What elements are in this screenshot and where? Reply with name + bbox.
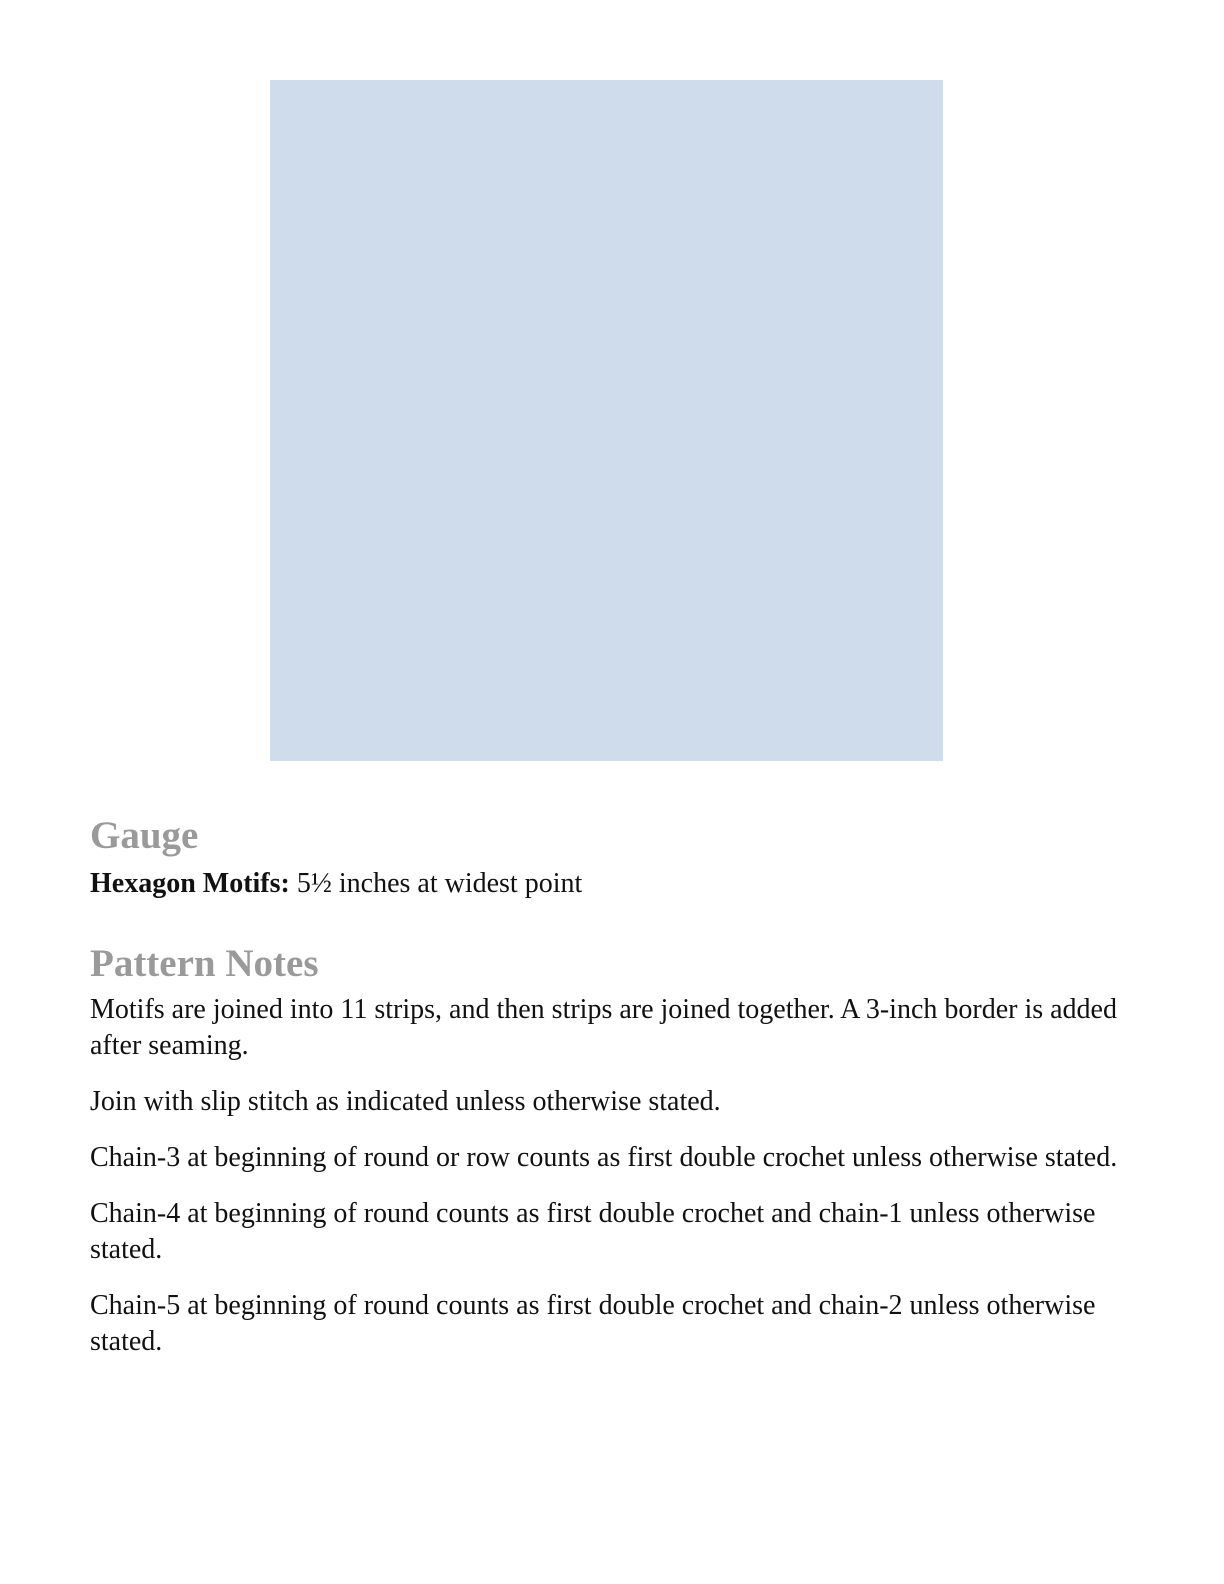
pattern-notes-heading: Pattern Notes [90,942,319,985]
pattern-note: Join with slip stitch as indicated unless otherwise stated. [90,1086,721,1117]
crochet-hexagon-image [270,80,943,761]
document-body [90,812,1134,1360]
pattern-note: Chain-4 at beginning of round counts as first double crochet and chain-1 unless otherwise stated. [90,1198,1096,1265]
crochet-hexagon-photo [270,80,943,761]
gauge-heading: Gauge [90,814,199,857]
pattern-note: Chain-5 at beginning of round counts as first double crochet and chain-2 unless otherwise stated. [90,1290,1096,1357]
gauge-line [90,866,1134,902]
gauge-label: Hexagon Motifs: [90,868,290,899]
pattern-note: Motifs are joined into 11 strips, and then strips are joined together. A 3-inch border is added after seaming. [90,994,1117,1061]
pattern-notes-list [90,992,1134,1360]
pattern-note: Chain-3 at beginning of round or row counts as first double crochet unless otherwise stated. [90,1142,1118,1173]
gauge-value: 5½ inches at widest point [289,868,583,899]
